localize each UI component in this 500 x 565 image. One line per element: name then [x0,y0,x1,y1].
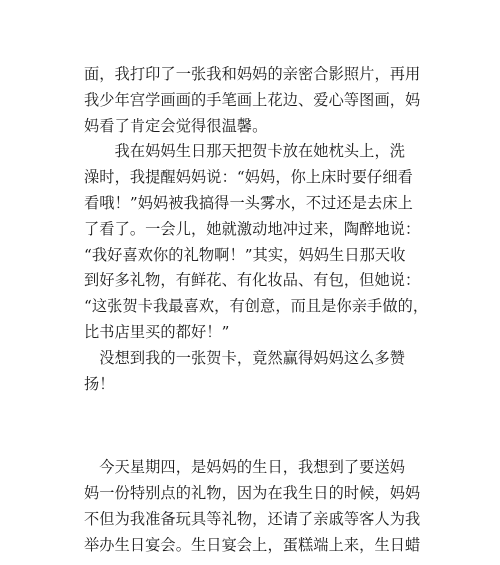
paragraph-2 [84,139,429,345]
text-line: 没想到我的一张贺卡，竟然赢得妈妈这么多赞 [84,348,406,367]
text-line: “这张贺卡我最喜欢，有创意，而且是你亲手做的， [84,297,429,316]
text-line: 了看了。一会儿，她就激动地冲过来，陶醉地说： [84,219,421,238]
text-line: 妈看了肯定会觉得很温馨。 [84,116,268,135]
text-line: 我在妈妈生日那天把贺卡放在她枕头上，洗 [84,142,406,161]
text-line: 看哦！”妈妈被我搞得一头雾水，不过还是去床上 [84,193,413,212]
text-line: 扬！ [84,374,115,393]
text-line: 面，我打印了一张我和妈妈的亲密合影照片，再用 [84,65,421,83]
text-line: 比书店里买的都好！” [84,322,230,341]
text-line: 到好多礼物，有鲜花、有化妆品、有包，但她说： [84,271,421,290]
document-page [84,62,429,559]
text-line: 不但为我准备玩具等礼物，还请了亲戚等客人为我 [84,509,421,528]
paragraph-1 [84,455,424,558]
text-line: 妈一份特别点的礼物，因为在我生日的时候，妈妈 [84,484,421,503]
passage-2 [84,455,424,558]
section-gap [84,397,424,455]
text-line: 举办生日宴会。生日宴会上，蛋糕端上来，生日蜡 [84,535,421,554]
paragraph-3 [84,346,424,398]
text-line: 我少年宫学画画的手笔画上花边、爱心等图画，妈 [84,90,421,109]
passage-1 [84,62,429,397]
text-line: 澡时，我提醒妈妈说：“妈妈，你上床时要仔细看 [84,168,413,187]
paragraph-1 [84,62,424,139]
text-line: 今天星期四，是妈妈的生日，我想到了要送妈 [84,458,406,477]
text-line: “我好喜欢你的礼物啊！”其实，妈妈生日那天收 [84,245,406,264]
